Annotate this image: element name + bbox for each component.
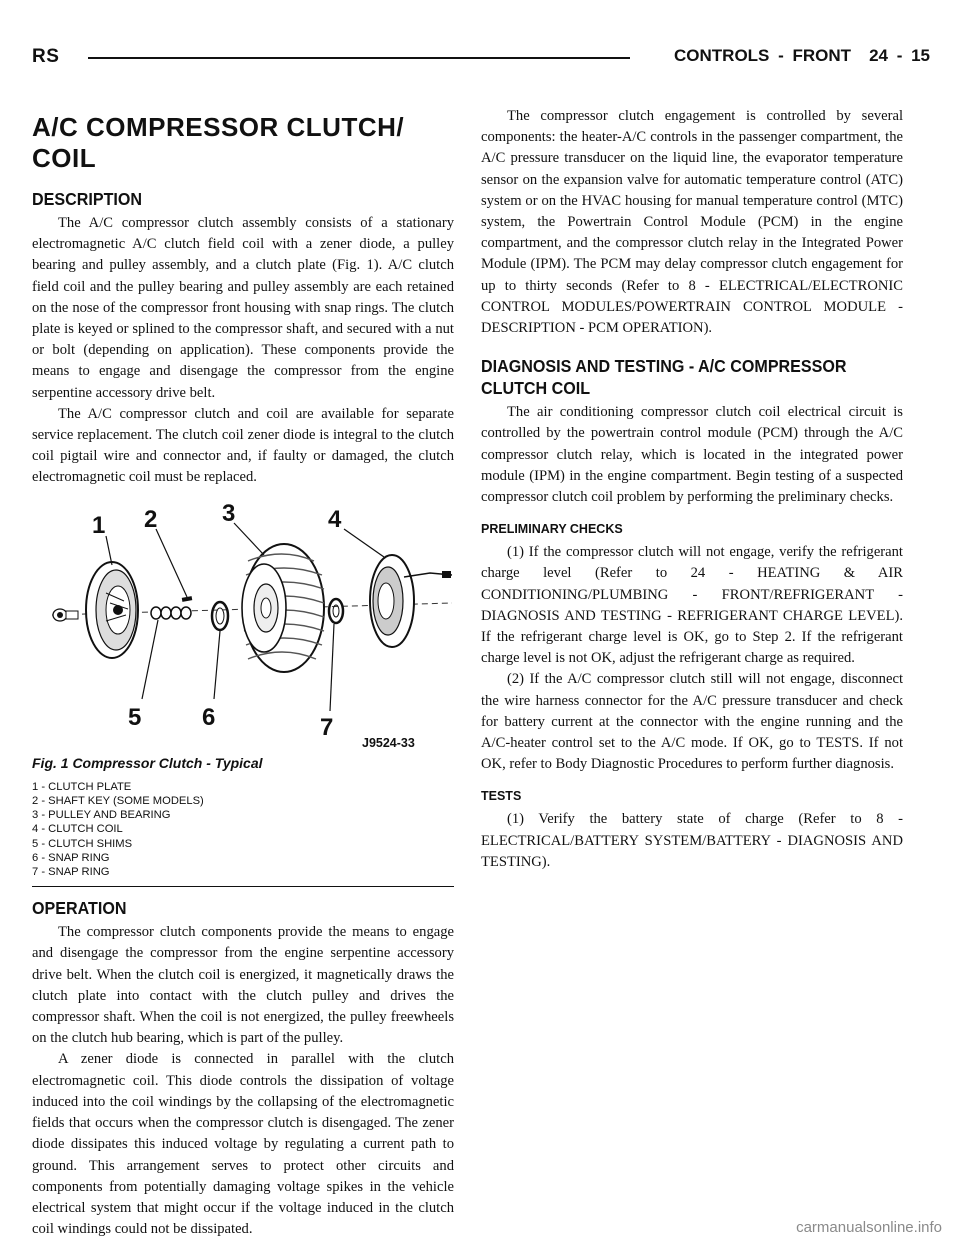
nut-drawing <box>53 609 78 621</box>
callout-2: 2 <box>144 505 158 533</box>
watermark: carmanualsonline.info <box>796 1219 942 1236</box>
callout-6: 6 <box>202 703 216 731</box>
diagnosis-paragraph-1: The air conditioning compressor clutch coil electrical circuit is controlled by the powertrain control module (PCM) through the A/C compressor clutch relay, which is located in the integrated power module (IPM) in the engine compartment. Begin testing of a suspected compressor clutch coil problem by performing the preliminary checks. <box>481 404 903 506</box>
description-heading: DESCRIPTION <box>32 189 143 209</box>
snap-ring-7-drawing <box>329 599 343 623</box>
legend-item: 2 - SHAFT KEY (SOME MODELS) <box>32 795 204 808</box>
right-column <box>481 106 903 873</box>
operation-paragraph-2-start <box>32 1049 454 1240</box>
header-page-number: 24 - 15 <box>869 46 930 65</box>
legend-item: 1 - CLUTCH PLATE <box>32 780 132 793</box>
description-paragraph-1: The A/C compressor clutch assembly consists of a stationary electromagnetic A/C clutch field coil with a zener diode, a pulley bearing and pulley assembly, and a clutch plate (Fig. 1). A/C clutch field coil and the pulley bearing and pulley assembly are each retained on the nose of the compressor front housing with snap rings. The clutch plate is keyed or splined to the compressor shaft, and secured with a nut or bolt (depending on application). These components provide the means to engage and disengage the compressor from the engine serpentine accessory drive belt. <box>32 215 454 401</box>
callout-4: 4 <box>328 505 342 533</box>
header-section: CONTROLS - FRONT <box>674 46 852 65</box>
clutch-plate-drawing <box>86 562 138 658</box>
compressor-clutch-diagram <box>32 503 454 751</box>
header-right <box>674 46 930 66</box>
legend-item: 7 - SNAP RING <box>32 866 110 879</box>
figure-divider <box>32 886 454 887</box>
figure-code: J9524-33 <box>362 735 415 750</box>
header-vehicle-code: RS <box>32 46 60 67</box>
page-header <box>32 44 930 72</box>
operation-paragraph-2: A zener diode is connected in parallel with the clutch electromagnetic coil. This diode controls the dissipation of voltage induced into the coil windings by the collapsing of the electromagnetic fields that occurs when the compressor clutch is disengaged. The zener diode dissipates this induced voltage by regulating a current path to ground. This arrangement serves to protect other circuits and components from potentially damaging voltage spikes in the vehicle electrical system that might occur if the voltage induced in the clutch coil windings could not be dissipated. <box>32 1051 454 1238</box>
preliminary-checks-heading: PRELIMINARY CHECKS <box>481 522 623 537</box>
operation-paragraph-3: The compressor clutch engagement is controlled by several components: the heater-A/C controls in the passenger compartment, the A/C pressure transducer on the liquid line, the evaporator temperature sensor on the expansion valve for automatic temperature control (ATC) system or on the HVAC housing for manual temperature control (MTC) system, the Powertrain Control Module (PCM) in the engine compartment, and the compressor clutch relay in the Integrated Power Module (IPM). The PCM may delay compressor clutch engagement for up to thirty seconds (Refer to 8 - ELECTRICAL/ELECTRONIC CONTROL MODULES/POWERTRAIN CONTROL MODULE - DESCRIPTION - PCM OPERATION). <box>481 108 903 337</box>
pulley-drawing <box>242 544 324 672</box>
preliminary-step-1: (1) If the compressor clutch will not engage, verify the refrigerant charge level (Refer to 24 - HEATING & AIR CONDITIONING/PLUMBING - FRONT/REFRIGERANT - DIAGNOSIS AND TESTING - REFRIGERANT CHARGE LEVEL). If the refrigerant charge level is OK, go to Step 2. If the refrigerant charge level is not OK, adjust the refrigerant charge as required. <box>481 544 903 667</box>
callout-5: 5 <box>128 703 142 731</box>
description-paragraph-2: The A/C compressor clutch and coil are available for separate service replacement. The clutch coil zener diode is integral to the clutch coil pigtail wire and connector and, if faulty or damaged, the clutch electromagnetic coil must be replaced. <box>32 405 454 486</box>
shaft-key-drawing <box>182 596 193 602</box>
preliminary-step-2: (2) If the A/C compressor clutch still will not engage, disconnect the wire harness connector for the A/C pressure transducer and check for battery current at the connector with the engine running and the A/C-heater control set to the A/C mode. If OK, go to TESTS. If not OK, refer to Body Diagnostic Procedures to perform further diagnosis. <box>481 671 903 773</box>
header-rule <box>88 57 630 59</box>
clutch-coil-drawing <box>370 555 452 647</box>
callout-1: 1 <box>92 511 106 539</box>
clutch-shims-drawing <box>151 607 191 619</box>
tests-step-1: (1) Verify the battery state of charge (Refer to 8 - ELECTRICAL/BATTERY SYSTEM/BATTERY - DIAGNOSIS AND TESTING). <box>481 811 903 870</box>
legend-item: 3 - PULLEY AND BEARING <box>32 809 171 822</box>
figure-compressor-clutch <box>32 503 454 751</box>
operation-heading: OPERATION <box>32 898 127 919</box>
callout-3: 3 <box>222 502 236 527</box>
figure-caption: Fig. 1 Compressor Clutch - Typical <box>32 754 263 771</box>
operation-paragraph-1: The compressor clutch components provide the means to engage and disengage the compressor from the engine serpentine accessory drive belt. When the clutch coil is energized, it magnetically draws the clutch plate into contact with the clutch pulley and drives the compressor shaft. When the coil is not energized, the pulley freewheels on the clutch hub bearing, which is part of the pulley. <box>32 924 454 1047</box>
callout-7: 7 <box>320 713 334 741</box>
page-title: A/C COMPRESSOR CLUTCH/ COIL <box>32 112 405 173</box>
legend-item: 6 - SNAP RING <box>32 851 110 864</box>
figure-legend <box>32 780 454 879</box>
left-column <box>32 106 454 1240</box>
snap-ring-6-drawing <box>212 602 228 630</box>
legend-item: 5 - CLUTCH SHIMS <box>32 837 133 850</box>
tests-heading: TESTS <box>481 789 522 804</box>
diagnosis-heading: DIAGNOSIS AND TESTING - A/C COMPRESSOR CLUTCH COIL <box>481 356 847 399</box>
legend-item: 4 - CLUTCH COIL <box>32 823 123 836</box>
